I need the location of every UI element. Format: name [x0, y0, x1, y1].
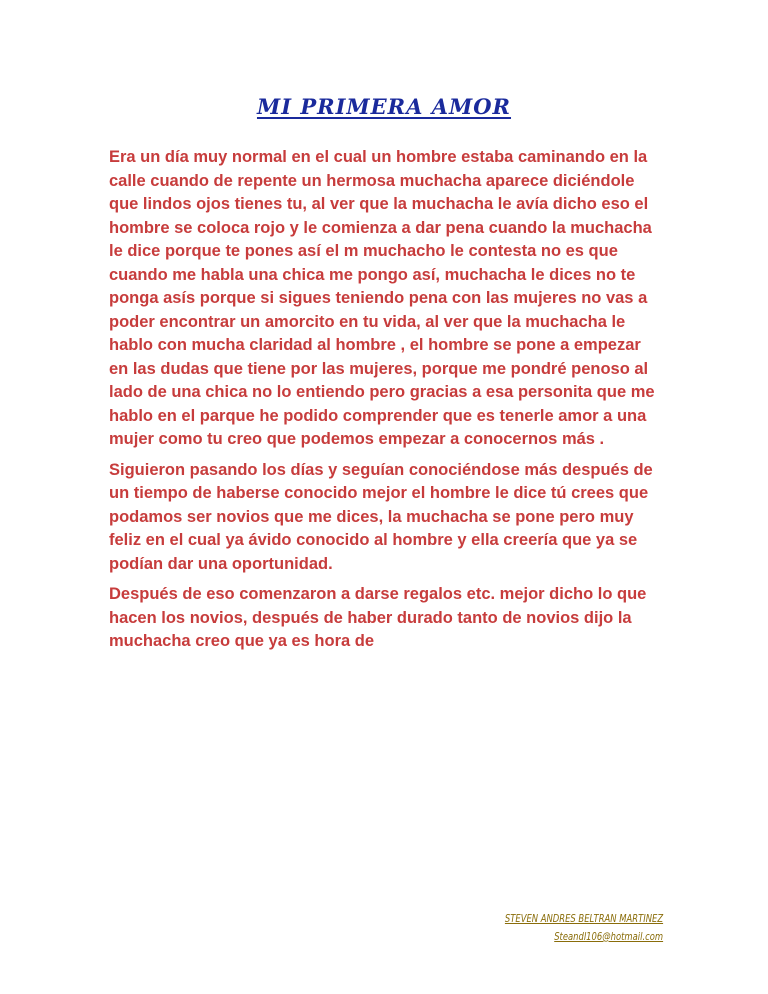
paragraph-1: Era un día muy normal en el cual un hombre estaba caminando en la calle cuando de repente un hermosa muchacha aparece diciéndole que lindos ojos tienes tu, al ver que la muchacha le avía dicho eso el hombre se coloca rojo y le comienza a dar pena cuando la muchacha le dice porque te pones así el m muchacho le contesta no es que cuando me habla una chica me pongo así, muchacha le dices no te ponga asís porque si sigues teniendo pena con las mujeres no vas a poder encontrar un amorcito en tu vida, al ver que la muchacha le hablo con mucha claridad al hombre , el hombre se pone a empezar en las dudas que tiene por las mujeres, porque me pondré penoso al lado de una chica no lo entiendo pero gracias a esa personita que me hablo en el parque he podido comprender que es tenerle amor a una mujer como tu creo que podemos empezar a conocernos más . [109, 148, 655, 448]
page-footer [477, 910, 663, 946]
footer-author: STEVEN ANDRES BELTRAN MARTINEZ [504, 912, 663, 925]
document-title: MI PRIMERA AMOR [256, 94, 512, 119]
paragraph-2: Siguieron pasando los días y seguían conociéndose más después de un tiempo de haberse conocido mejor el hombre le dice tú crees que podamos ser novios que me dices, la muchacha se pone pero muy feliz en el cual ya ávido conocido al hombre y ella creería que ya se podían dar una oportunidad. [109, 460, 653, 573]
footer-email[interactable]: Steandl106@hotmail.com [554, 930, 663, 943]
paragraph-3: Después de eso comenzaron a darse regalos etc. mejor dicho lo que hacen los novios, después de haber durado tanto de novios dijo la muchacha creo que ya es hora de [109, 585, 647, 650]
document-body [109, 146, 661, 661]
